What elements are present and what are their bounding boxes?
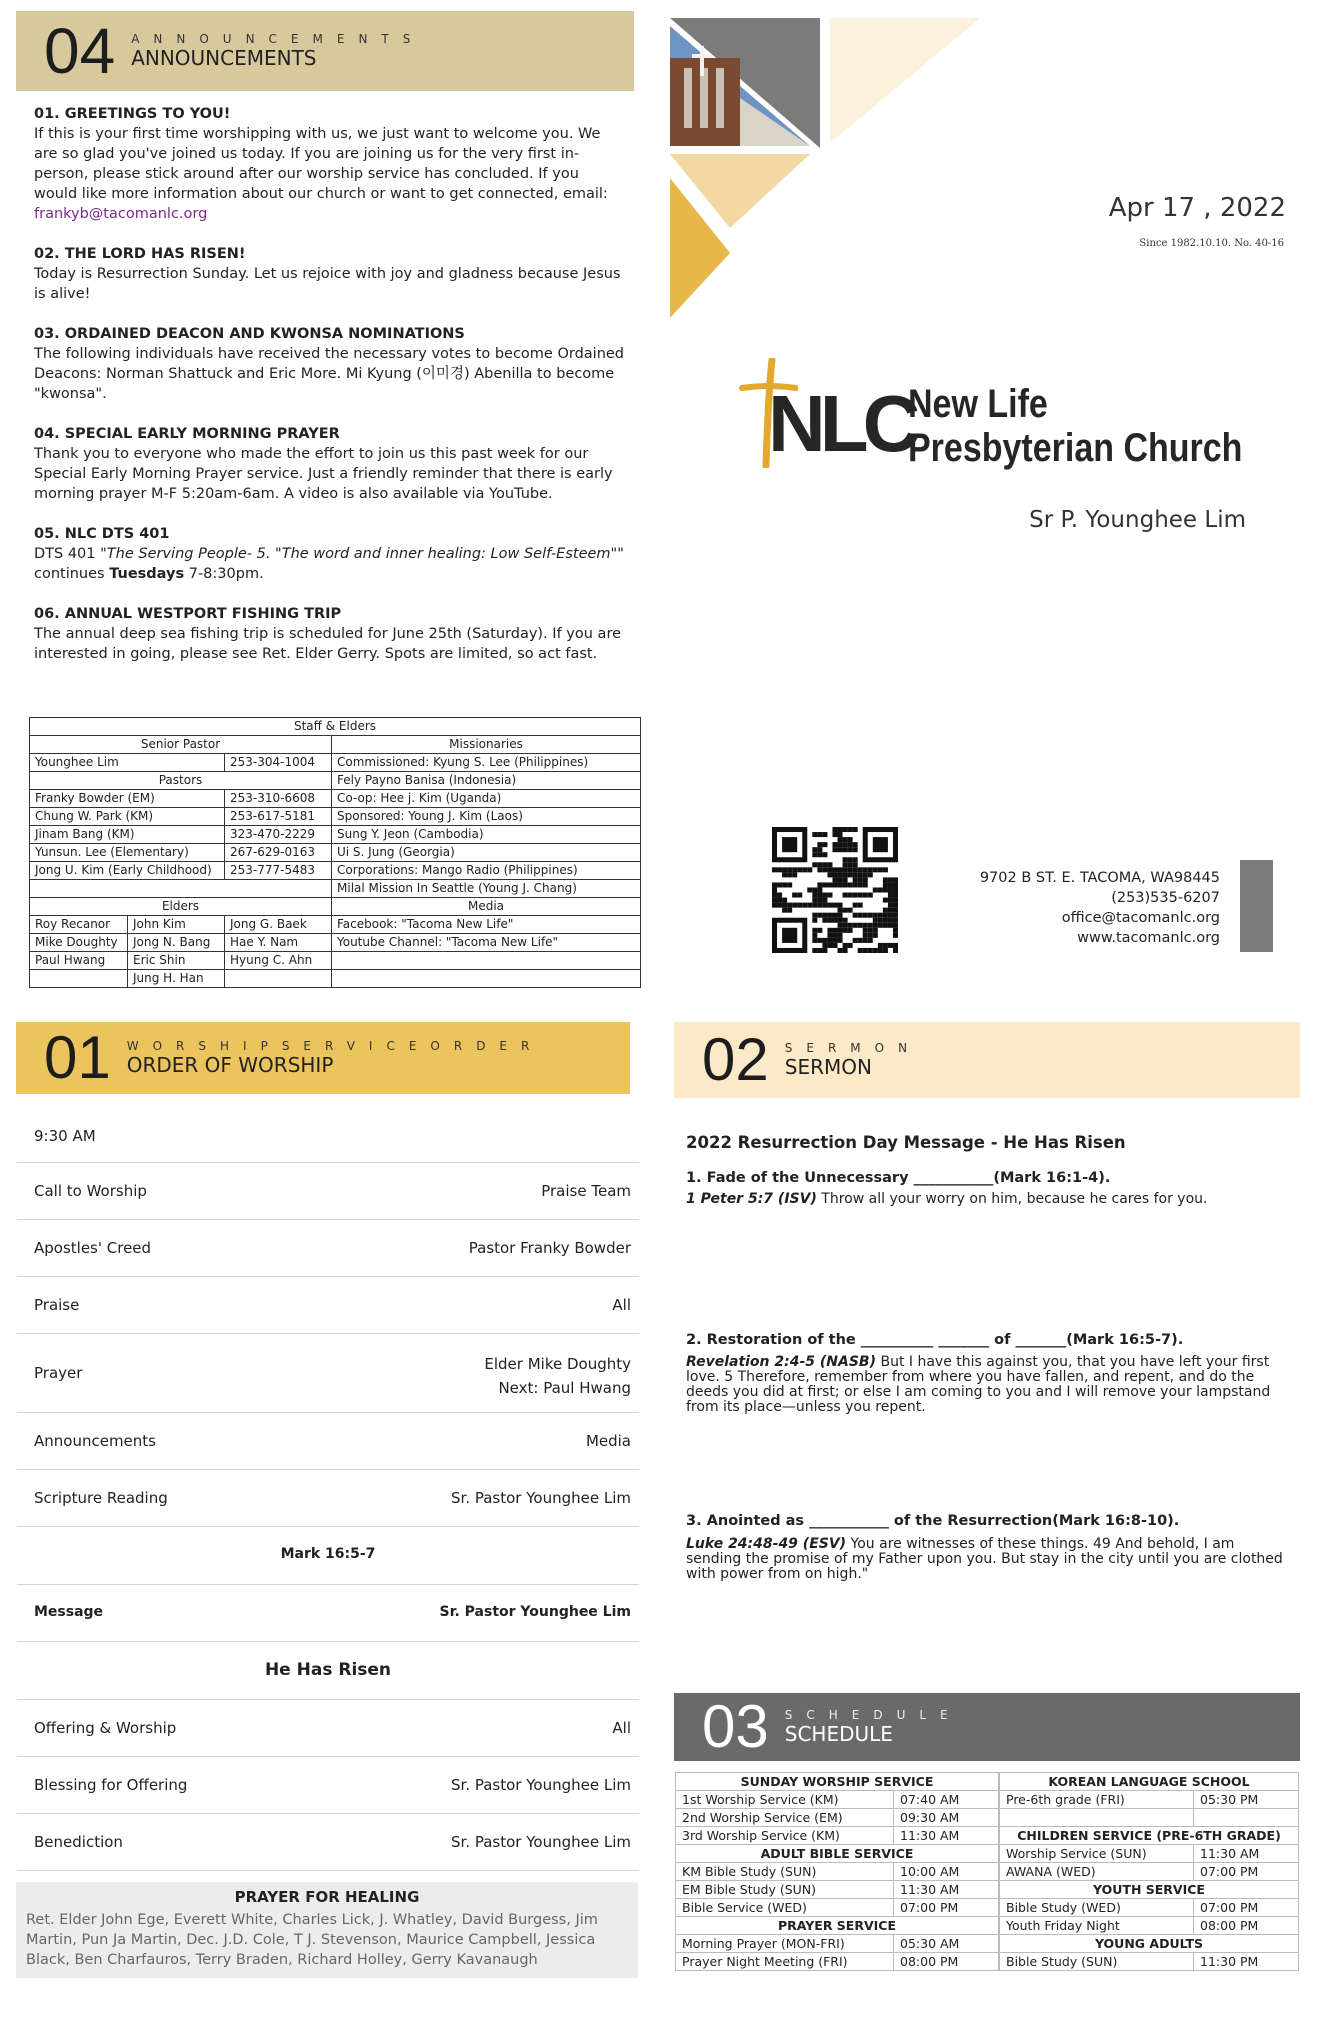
sermon-point-title: 3. Anointed as ___________ of the Resurrection(Mark 16:8-10). xyxy=(686,1513,1180,1529)
schedule-time: 11:30 AM xyxy=(1194,1845,1299,1863)
schedule-time: 07:00 PM xyxy=(1194,1863,1299,1881)
missionary: Ui S. Jung (Georgia) xyxy=(332,844,641,862)
schedule-section-header xyxy=(676,1917,999,1935)
schedule-row xyxy=(676,1791,999,1809)
elder-name: Hyung C. Ahn xyxy=(225,952,332,970)
staff-phone: 267-629-0163 xyxy=(225,844,332,862)
announcement-item xyxy=(34,604,624,664)
decor-triangle-cream xyxy=(830,18,980,143)
church-website-link[interactable]: www.tacomanlc.org xyxy=(1077,930,1220,946)
schedule-header-text: SUNDAY WORSHIP SERVICE xyxy=(676,1773,999,1791)
media-header: Media xyxy=(332,898,641,916)
announcement-heading: 03. ORDAINED DEACON AND KWONSA NOMINATIONS xyxy=(34,326,465,342)
schedule-header-text: PRAYER SERVICE xyxy=(676,1917,999,1935)
missionary: Milal Mission In Seattle (Young J. Chang) xyxy=(332,880,641,898)
announcement-heading: 04. SPECIAL EARLY MORNING PRAYER xyxy=(34,426,340,442)
logo-letters: NLC xyxy=(768,379,915,468)
scripture-text: But I have this against you, that you have left your first love. 5 Therefore, remember from where you have fallen, and repent, and do the deeds you did at first; or else I am coming to you and I will remove your lampstand from its place—unless you repent. xyxy=(686,1354,1271,1415)
worship-row: Blessing for Offering Sr. Pastor Younghee Lim xyxy=(17,1757,639,1814)
schedule-row xyxy=(1000,1917,1299,1935)
schedule-time: 11:30 AM xyxy=(894,1881,999,1899)
schedule-row xyxy=(1000,1899,1299,1917)
church-name-line2: Presbyterian Church xyxy=(908,426,1243,470)
senior-pastor-header: Senior Pastor xyxy=(30,736,332,754)
schedule-row xyxy=(1000,1791,1299,1809)
worship-row: Message Sr. Pastor Younghee Lim xyxy=(17,1585,639,1642)
staff-elders-table xyxy=(29,717,641,988)
schedule-row xyxy=(676,1935,999,1953)
sermon-title: He Has Risen xyxy=(17,1642,639,1700)
staff-phone: 253-304-1004 xyxy=(225,754,332,772)
schedule-section-header xyxy=(1000,1881,1299,1899)
schedule-row xyxy=(1000,1863,1299,1881)
schedule-event xyxy=(1000,1809,1194,1827)
scripture-text: You are witnesses of these things. 49 And behold, I am sending the promise of my Father upon you. But stay in the city until you are clothed with power from on high." xyxy=(686,1536,1283,1582)
worship-row: Call to Worship Praise Team xyxy=(17,1163,639,1220)
email-link[interactable]: frankyb@tacomanlc.org xyxy=(34,206,208,222)
staff-name: Younghee Lim xyxy=(30,754,225,772)
worship-row: Prayer Elder Mike Doughty Next: Paul Hwang xyxy=(17,1334,639,1413)
schedule-header xyxy=(674,1693,1300,1761)
section-title: SERMON xyxy=(784,1055,872,1079)
schedule-row xyxy=(1000,1845,1299,1863)
elder-name: Eric Shin xyxy=(128,952,225,970)
schedule-header-text: ADULT BIBLE SERVICE xyxy=(676,1845,999,1863)
schedule-row xyxy=(1000,1809,1299,1827)
missionary: Sung Y. Jeon (Cambodia) xyxy=(332,826,641,844)
elder-name: Paul Hwang xyxy=(30,952,128,970)
schedule-event: Prayer Night Meeting (FRI) xyxy=(676,1953,894,1971)
worship-header xyxy=(16,1022,630,1094)
scripture-passage: Mark 16:5-7 xyxy=(17,1527,639,1585)
staff-name: Franky Bowder (EM) xyxy=(30,790,225,808)
announcements-header xyxy=(16,11,634,91)
sermon-heading: 2022 Resurrection Day Message - He Has Risen xyxy=(686,1133,1126,1152)
staff-name: Chung W. Park (KM) xyxy=(30,808,225,826)
elder-name: Hae Y. Nam xyxy=(225,934,332,952)
announcement-item xyxy=(34,244,624,304)
announcement-heading: 01. GREETINGS TO YOU! xyxy=(34,106,231,122)
section-spaced-title: ANNOUNCEMENTS xyxy=(131,32,425,46)
schedule-header-text: CHILDREN SERVICE (PRE-6TH GRADE) xyxy=(1000,1827,1299,1845)
prayer-for-healing-box xyxy=(16,1882,638,1978)
schedule-time: 10:00 AM xyxy=(894,1863,999,1881)
church-logo xyxy=(738,358,1258,478)
section-number: 02 xyxy=(702,1026,769,1093)
announcement-heading: 06. ANNUAL WESTPORT FISHING TRIP xyxy=(34,606,342,622)
worship-row: Scripture Reading Sr. Pastor Younghee Lim xyxy=(17,1470,639,1527)
elder-name: Jung H. Han xyxy=(128,970,225,988)
announcement-body: If this is your first time worshipping with us, we just want to welcome you. We are so glad you've joined us today. If you are joining us for the very first in-person, please stick around after our worship service has concluded. If you would like more information about our church or want to get connected, email: xyxy=(34,126,608,202)
service-time: 9:30 AM xyxy=(17,1108,639,1163)
elder-name: John Kim xyxy=(128,916,225,934)
senior-pastor-name: Sr P. Younghee Lim xyxy=(1029,507,1246,533)
announcement-heading: 02. THE LORD HAS RISEN! xyxy=(34,246,246,262)
schedule-event: Worship Service (SUN) xyxy=(1000,1845,1194,1863)
schedule-event: KM Bible Study (SUN) xyxy=(676,1863,894,1881)
sermon-point xyxy=(686,1332,1290,1415)
schedule-event: Bible Service (WED) xyxy=(676,1899,894,1917)
qr-code-icon[interactable] xyxy=(772,827,898,953)
missionary: Sponsored: Young J. Kim (Laos) xyxy=(332,808,641,826)
media-item: Facebook: "Tacoma New Life" xyxy=(332,916,641,934)
worship-row: Praise All xyxy=(17,1277,639,1334)
schedule-header-text: KOREAN LANGUAGE SCHOOL xyxy=(1000,1773,1299,1791)
sermon-point-title: 1. Fade of the Unnecessary ___________(Mark 16:1-4). xyxy=(686,1170,1111,1186)
schedule-event: 2nd Worship Service (EM) xyxy=(676,1809,894,1827)
elder-name: Jong G. Baek xyxy=(225,916,332,934)
announcement-body: The annual deep sea fishing trip is scheduled for June 25th (Saturday). If you are interested in going, please see Ret. Elder Gerry. Spots are limited, so act fast. xyxy=(34,626,622,662)
schedule-row xyxy=(676,1827,999,1845)
announcement-body: The following individuals have received the necessary votes to become Ordained Deacons: Norman Shattuck and Eric More. Mi Kyung (이미경) Abenilla to become "kwonsa". xyxy=(34,346,625,402)
elder-name xyxy=(225,970,332,988)
staff-title: Staff & Elders xyxy=(30,718,641,736)
schedule-row xyxy=(1000,1953,1299,1971)
staff-name: Yunsun. Lee (Elementary) xyxy=(30,844,225,862)
sermon-point-title: 2. Restoration of the __________ _______ of _______(Mark 16:5-7). xyxy=(686,1332,1184,1348)
worship-row: Benediction Sr. Pastor Younghee Lim xyxy=(17,1814,639,1871)
church-email-link[interactable]: office@tacomanlc.org xyxy=(1061,910,1220,926)
missionaries-header: Missionaries xyxy=(332,736,641,754)
missionary: Corporations: Mango Radio (Philippines) xyxy=(332,862,641,880)
missionary: Commissioned: Kyung S. Lee (Philippines) xyxy=(332,754,641,772)
staff-name: Jinam Bang (KM) xyxy=(30,826,225,844)
section-number: 01 xyxy=(44,1024,111,1091)
section-number: 04 xyxy=(44,15,116,87)
healing-title: PRAYER FOR HEALING xyxy=(234,1888,420,1906)
contact-info xyxy=(920,868,1220,948)
church-phone: (253)535-6207 xyxy=(1111,890,1220,906)
healing-names: Ret. Elder John Ege, Everett White, Charles Lick, J. Whatley, David Burgess, Jim Martin, Pun Ja Martin, Dec. J.D. Cole, T J. Stevenson, Maurice Campbell, Jessica Black, Ben Charfauros, Terry Braden, Richard Holley, Gerry Kavanaugh xyxy=(26,1912,598,1968)
elder-name: Roy Recanor xyxy=(30,916,128,934)
announcement-body: Today is Resurrection Sunday. Let us rejoice with joy and gladness because Jesus is alive! xyxy=(34,266,621,302)
section-title: ANNOUNCEMENTS xyxy=(131,46,317,70)
section-title: ORDER OF WORSHIP xyxy=(126,1053,334,1077)
schedule-time: 11:30 PM xyxy=(1194,1953,1299,1971)
announcement-item xyxy=(34,104,624,224)
schedule-row xyxy=(676,1881,999,1899)
schedule-table-right xyxy=(999,1772,1299,1971)
pastors-header: Pastors xyxy=(30,772,332,790)
staff-name: Jong U. Kim (Early Childhood) xyxy=(30,862,225,880)
schedule-section-header xyxy=(1000,1827,1299,1845)
worship-row: Announcements Media xyxy=(17,1413,639,1470)
schedule-event: 1st Worship Service (KM) xyxy=(676,1791,894,1809)
announcement-item xyxy=(34,324,624,404)
missionary: Co-op: Hee j. Kim (Uganda) xyxy=(332,790,641,808)
scripture-ref: 1 Peter 5:7 (ISV) xyxy=(686,1191,817,1207)
schedule-event: Youth Friday Night xyxy=(1000,1917,1194,1935)
scripture-ref: Revelation 2:4-5 (NASB) xyxy=(686,1354,877,1370)
church-address: 9702 B ST. E. TACOMA, WA98445 xyxy=(979,870,1220,886)
schedule-section-header xyxy=(1000,1773,1299,1791)
gray-accent-bar xyxy=(1240,860,1273,952)
bulletin-date: Apr 17 , 2022 xyxy=(1108,193,1286,223)
scripture-text: Throw all your worry on him, because he cares for you. xyxy=(816,1191,1208,1207)
schedule-time: 11:30 AM xyxy=(894,1827,999,1845)
staff-phone: 323-470-2229 xyxy=(225,826,332,844)
elder-name: Jong N. Bang xyxy=(128,934,225,952)
schedule-event: EM Bible Study (SUN) xyxy=(676,1881,894,1899)
announcement-item xyxy=(34,524,624,584)
since-number: Since 1982.10.10. No. 40-16 xyxy=(1139,238,1284,249)
elders-header: Elders xyxy=(30,898,332,916)
church-name-line1: New Life xyxy=(908,382,1048,426)
schedule-time: 08:00 PM xyxy=(1194,1917,1299,1935)
media-item: Youtube Channel: "Tacoma New Life" xyxy=(332,934,641,952)
schedule-time: 08:00 PM xyxy=(894,1953,999,1971)
worship-row: Apostles' Creed Pastor Franky Bowder xyxy=(17,1220,639,1277)
sermon-header xyxy=(674,1022,1300,1098)
schedule-event: Pre-6th grade (FRI) xyxy=(1000,1791,1194,1809)
schedule-table-left xyxy=(675,1772,999,1971)
schedule-header-text: YOUTH SERVICE xyxy=(1000,1881,1299,1899)
worship-row: Offering & Worship All xyxy=(17,1700,639,1757)
section-title: SCHEDULE xyxy=(784,1722,893,1746)
announcement-heading: 05. NLC DTS 401 xyxy=(34,526,170,542)
schedule-event: AWANA (WED) xyxy=(1000,1863,1194,1881)
staff-phone: 253-617-5181 xyxy=(225,808,332,826)
schedule-row xyxy=(676,1809,999,1827)
missionary: Fely Payno Banisa (Indonesia) xyxy=(332,772,641,790)
schedule-row xyxy=(676,1863,999,1881)
announcement-body: Thank you to everyone who made the effort to join us this past week for our Special Early Morning Prayer service. Just a friendly reminder that there is early morning prayer M-F 5:20am-6am. A video is also available via YouTube. xyxy=(34,446,613,502)
schedule-row xyxy=(676,1899,999,1917)
schedule-header-text: YOUNG ADULTS xyxy=(1000,1935,1299,1953)
announcement-list xyxy=(34,104,624,664)
schedule-time: 07:00 PM xyxy=(1194,1899,1299,1917)
schedule-event: Bible Study (SUN) xyxy=(1000,1953,1194,1971)
staff-phone: 253-310-6608 xyxy=(225,790,332,808)
announcement-item xyxy=(34,424,624,504)
schedule-row xyxy=(676,1953,999,1971)
scripture-ref: Luke 24:48-49 (ESV) xyxy=(686,1536,847,1552)
schedule-event: Bible Study (WED) xyxy=(1000,1899,1194,1917)
section-number: 03 xyxy=(702,1693,769,1760)
announcement-body: DTS 401 "The Serving People- 5. "The word and inner healing: Low Self-Esteem"" continues Tuesdays 7-8:30pm. xyxy=(34,546,624,582)
section-spaced-title: SERMON xyxy=(784,1041,922,1055)
schedule-time: 05:30 AM xyxy=(894,1935,999,1953)
schedule-section-header xyxy=(1000,1935,1299,1953)
schedule-time: 07:00 PM xyxy=(894,1899,999,1917)
schedule-section-header xyxy=(676,1773,999,1791)
elder-name xyxy=(30,970,128,988)
sermon-point xyxy=(686,1170,1286,1207)
section-spaced-title: SCHEDULE xyxy=(784,1708,962,1722)
schedule-time: 05:30 PM xyxy=(1194,1791,1299,1809)
schedule-section-header xyxy=(676,1845,999,1863)
schedule-time: 07:40 AM xyxy=(894,1791,999,1809)
schedule-event: Morning Prayer (MON-FRI) xyxy=(676,1935,894,1953)
elder-name: Mike Doughty xyxy=(30,934,128,952)
cover-decoration xyxy=(670,18,990,318)
section-spaced-title: WORSHIPSERVICEORDER xyxy=(126,1039,544,1053)
schedule-event: 3rd Worship Service (KM) xyxy=(676,1827,894,1845)
schedule-time: 09:30 AM xyxy=(894,1809,999,1827)
sermon-point xyxy=(686,1513,1290,1582)
staff-phone: 253-777-5483 xyxy=(225,862,332,880)
schedule-time xyxy=(1194,1809,1299,1827)
